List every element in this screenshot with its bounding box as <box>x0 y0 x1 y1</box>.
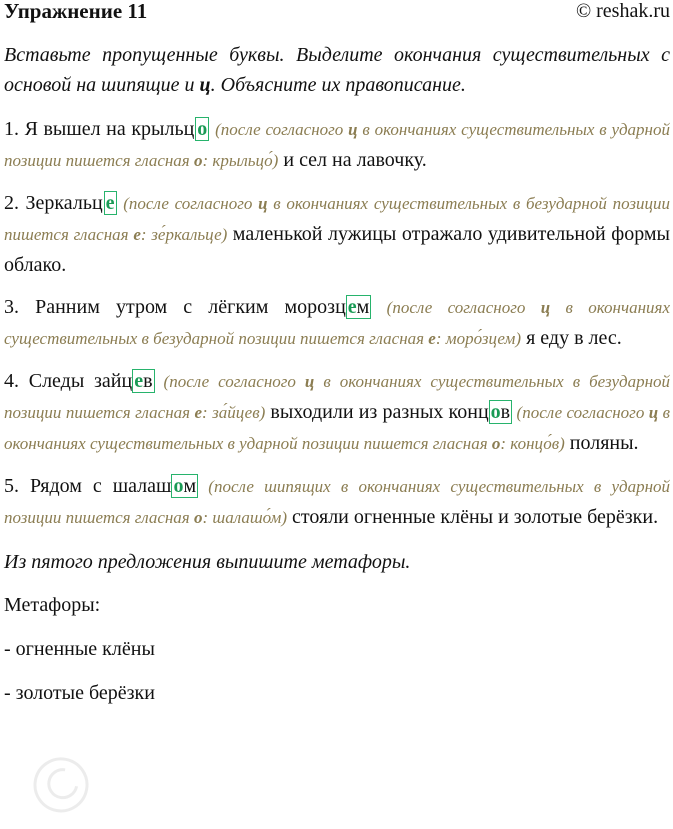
example-1 <box>4 114 670 176</box>
inserted-letter: о <box>173 475 184 497</box>
example-text: Следы зайц <box>19 370 133 392</box>
metaphor-item: - огненные клёны <box>4 638 155 660</box>
example-number: 4. <box>4 370 19 392</box>
task-text-2: . Объясните их правописание. <box>210 74 466 96</box>
example-text: Я вышел на крыльц <box>19 118 195 140</box>
explanation-note: (после согласного ц в окончаниях существительных в ударной позиции пишется гласная о: крыльцо́) <box>4 120 670 170</box>
example-text-end: маленькой лужицы отражало удивительной формы облако. <box>4 223 670 276</box>
inserted-letter: о <box>197 118 208 140</box>
inserted-letter-2: о <box>490 401 501 423</box>
example-text-end: я еду в лес. <box>521 327 622 349</box>
inserted-letter: е <box>347 296 357 318</box>
example-number: 1. <box>4 118 19 140</box>
example-2 <box>4 188 670 280</box>
metaphors-heading: Метафоры: <box>4 594 101 616</box>
word-ending <box>346 295 372 319</box>
ending-rest: м <box>356 296 370 318</box>
example-text: Зеркальц <box>19 192 103 214</box>
example-text-end: стояли огненные клёны и золотые берёзки. <box>287 506 659 528</box>
example-text: Ранним утром с лёгким морозц <box>19 296 346 318</box>
exercise-title: Упражнение 11 <box>4 0 148 23</box>
word-ending <box>171 474 198 498</box>
ending-rest-2: в <box>500 401 511 423</box>
site-credit: © reshak.ru <box>575 0 670 22</box>
task-text-bold: ц <box>199 74 211 96</box>
word-ending-2 <box>489 400 512 424</box>
explanation-note: (после согласного ц в окончаниях существительных в безударной позиции пишется гласная е: за́йцев) <box>4 372 671 422</box>
exercise-page <box>4 0 670 709</box>
page-header <box>4 0 670 24</box>
task-text-1: Вставьте пропущенные буквы. Выделите окончания существительных с основой на шипящие и <box>4 44 670 96</box>
watermark-logo <box>10 690 180 820</box>
example-number: 2. <box>4 192 19 214</box>
example-text: Рядом с шалаш <box>19 475 172 497</box>
inserted-letter: е <box>105 192 115 214</box>
metaphor-item: - золотые берёзки <box>4 682 155 704</box>
example-4 <box>4 366 670 459</box>
word-ending <box>132 369 154 393</box>
explanation-note: (после согласного ц в окончаниях существительных в безударной позиции пишется гласная е: зе́ркальце) <box>4 194 671 244</box>
explanation-note: (после согласного ц в окончаниях существительных в безударной позиции пишется гласная е: моро́зцем) <box>4 298 670 348</box>
metaphors-answer <box>4 589 670 709</box>
explanation-note: (после шипящих в окончаниях существительных в ударной позиции пишется гласная о: шалашо́м) <box>4 477 671 527</box>
explanation-note-2: (после согласного ц в окончаниях существительных в ударной позиции пишется гласная о: концо́в) <box>4 403 671 453</box>
inserted-letter: е <box>134 370 144 392</box>
second-task: Из пятого предложения выпишите метафоры. <box>4 551 411 573</box>
task-instructions <box>4 40 670 100</box>
ending-rest: м <box>183 475 197 497</box>
example-number: 5. <box>4 475 19 497</box>
example-text-end: и сел на лавочку. <box>278 149 427 171</box>
example-text-end: поляны. <box>564 432 639 454</box>
ending-rest: в <box>143 370 153 392</box>
example-text-mid: выходили из разных конц <box>265 401 489 423</box>
example-5 <box>4 471 670 533</box>
example-number: 3. <box>4 296 19 318</box>
example-3 <box>4 292 670 354</box>
